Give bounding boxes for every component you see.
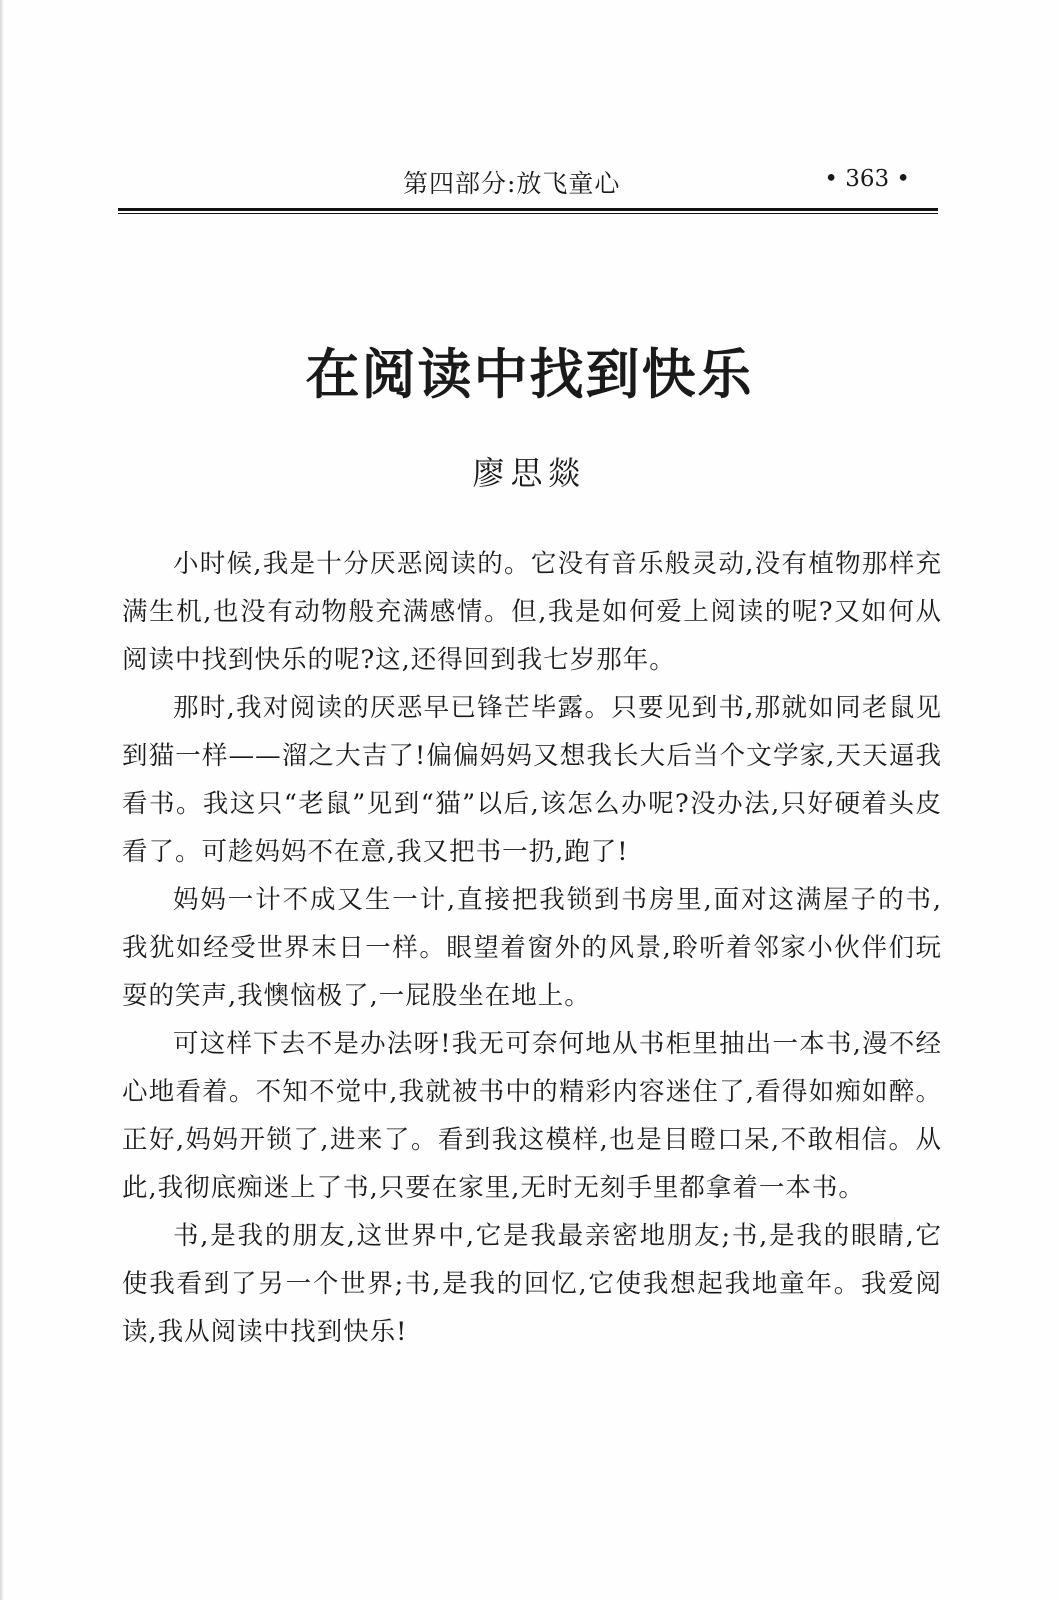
paragraph: 书,是我的朋友,这世界中,它是我最亲密地朋友;书,是我的眼睛,它使我看到了另一个世界;书,是我的回忆,它使我想起我地童年。我爱阅读,我从阅读中找到快乐! [122,1221,942,1347]
article-title: 在阅读中找到快乐 [305,343,754,406]
paragraph: 那时,我对阅读的厌恶早已锋芒毕露。只要见到书,那就如同老鼠见到猫一样——溜之大吉了!偏偏妈妈又想我长大后当个文学家,天天逼我看书。我这只“老鼠”见到“猫”以后,该怎么办呢?没办法,只好硬着头皮看了。可趁妈妈不在意,我又把书一扔,跑了! [122,693,942,867]
section-title: 第四部分:放飞童心 [403,169,621,198]
author-name: 廖思燚 [472,454,587,492]
page-edge-shadow [0,0,4,1600]
header-rule-thick [118,208,938,211]
paragraph: 可这样下去不是办法呀!我无可奈何地从书柜里抽出一本书,漫不经心地看着。不知不觉中,我就被书中的精彩内容迷住了,看得如痴如醉。正好,妈妈开锁了,进来了。看到我这模样,也是目瞪口呆,不敢相信。从此,我彻底痴迷上了书,只要在家里,无时无刻手里都拿着一本书。 [122,1029,942,1203]
running-header [118,160,938,200]
paragraph: 妈妈一计不成又生一计,直接把我锁到书房里,面对这满屋子的书,我犹如经受世界末日一样。眼望着窗外的风景,聆听着邻家小伙伴们玩耍的笑声,我懊恼极了,一屁股坐在地上。 [122,885,942,1011]
article-body [122,540,942,1356]
paragraph: 小时候,我是十分厌恶阅读的。它没有音乐般灵动,没有植物那样充满生机,也没有动物般充满感情。但,我是如何爱上阅读的呢?又如何从阅读中找到快乐的呢?这,还得回到我七岁那年。 [122,549,942,675]
header-rule-thin [118,213,938,214]
page-number: • 363 • [824,166,910,192]
